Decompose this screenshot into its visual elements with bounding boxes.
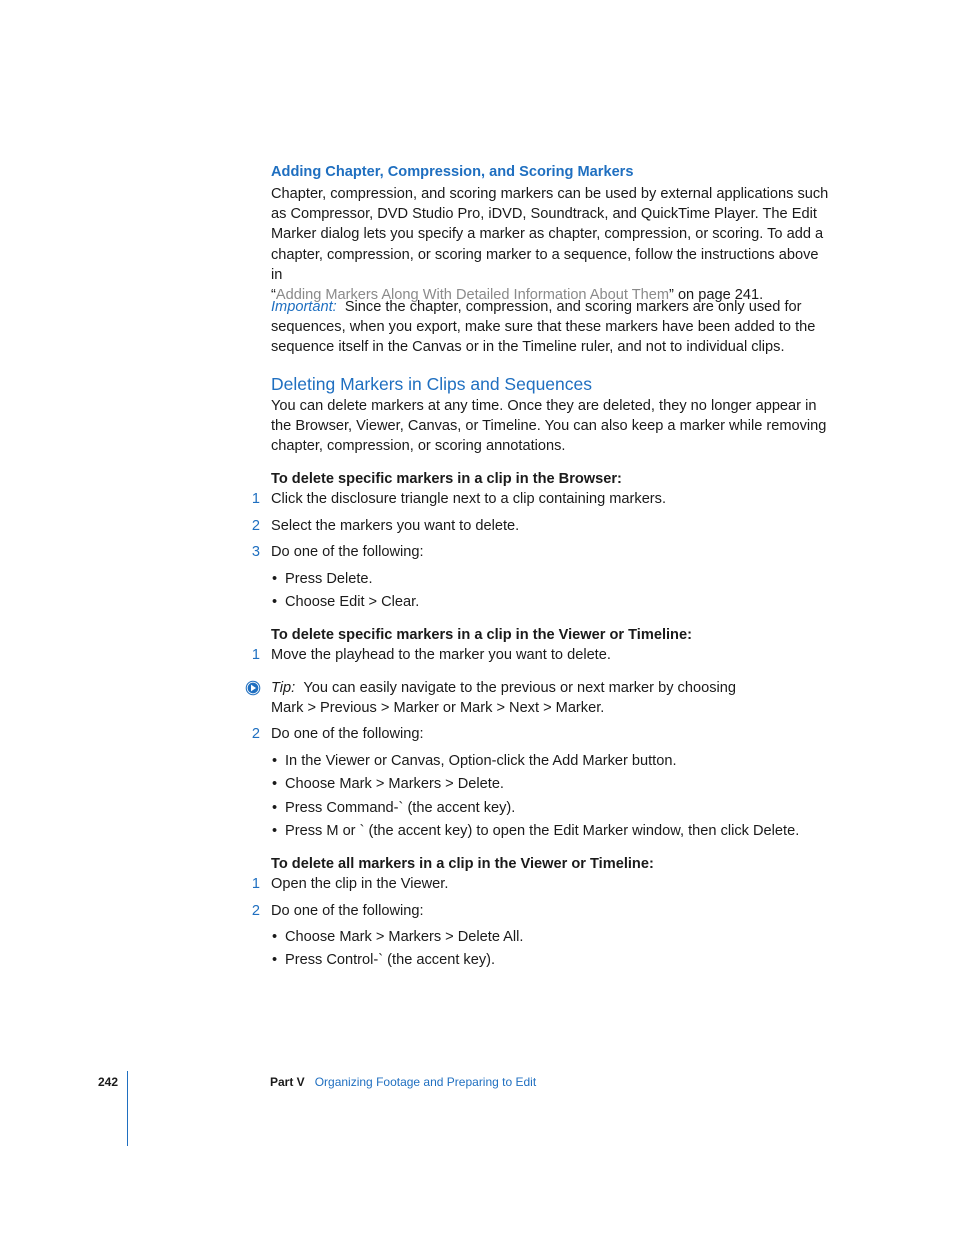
- deleting-markers-paragraph: [271, 396, 831, 457]
- important-line: sequence itself in the Canvas or in the Timeline ruler, and not to individual clips.: [271, 339, 785, 356]
- step-number: 2: [251, 726, 260, 742]
- step-number: 1: [251, 491, 260, 507]
- tip-line: Mark > Previous > Marker or Mark > Next > Marker.: [271, 700, 605, 717]
- tip-line: [271, 678, 831, 698]
- paragraph-line: chapter, compression, or scoring marker to a sequence, follow the instructions above in: [271, 246, 819, 283]
- paragraph-line: Chapter, compression, and scoring markers can be used by external applications such: [271, 186, 829, 202]
- bullet-item: • Choose Edit > Clear.: [285, 592, 419, 612]
- bullet-item: • Choose Mark > Markers > Delete All.: [285, 927, 523, 947]
- step-number: 2: [251, 518, 260, 534]
- paragraph-line: as Compressor, DVD Studio Pro, iDVD, Soundtrack, and QuickTime Player. The Edit: [271, 206, 817, 223]
- step-text: Do one of the following:: [271, 903, 424, 919]
- part-title: Organizing Footage and Preparing to Edit: [314, 1075, 537, 1089]
- open-quote: “: [271, 287, 276, 304]
- bullet-item: • Press Command-` (the accent key).: [285, 798, 515, 818]
- bullet-item: • Press Control-` (the accent key).: [285, 950, 495, 970]
- task-title-delete-all: To delete all markers in a clip in the Viewer or Timeline:: [271, 856, 654, 872]
- tip-note: [271, 678, 831, 718]
- step-text: Do one of the following:: [271, 726, 424, 742]
- bullet-item: • Press M or ` (the accent key) to open the Edit Marker window, then click Delete.: [285, 821, 799, 841]
- chapter-markers-paragraph: [271, 184, 831, 305]
- step-text: Do one of the following:: [271, 544, 424, 560]
- cross-reference-link[interactable]: Adding Markers Along With Detailed Information About Them: [275, 287, 670, 304]
- step-number: 1: [251, 647, 260, 663]
- step-text: Select the markers you want to delete.: [271, 518, 520, 534]
- footer-part: [270, 1072, 536, 1092]
- tip-text: You can easily navigate to the previous or next marker by choosing: [303, 680, 736, 696]
- bullet-item: • In the Viewer or Canvas, Option-click the Add Marker button.: [285, 751, 677, 771]
- paragraph-line: Marker dialog lets you specify a marker as chapter, compression, or scoring. To add a: [271, 226, 824, 243]
- footer-rule: [127, 1071, 128, 1146]
- page-reference: ” on page 241.: [669, 287, 764, 304]
- important-label: Important:: [271, 299, 337, 315]
- bullet-item: • Choose Mark > Markers > Delete.: [285, 774, 504, 794]
- section-heading-deleting-markers: Deleting Markers in Clips and Sequences: [271, 374, 592, 394]
- step-text: Open the clip in the Viewer.: [271, 876, 449, 892]
- step-text: Move the playhead to the marker you want to delete.: [271, 647, 611, 663]
- section-heading-chapter-markers: Adding Chapter, Compression, and Scoring Markers: [271, 164, 634, 180]
- important-note: [271, 297, 831, 358]
- step-number: 3: [251, 544, 260, 560]
- step-text: Click the disclosure triangle next to a clip containing markers.: [271, 491, 667, 507]
- task-title-browser: To delete specific markers in a clip in the Browser:: [271, 471, 622, 487]
- tip-label: Tip:: [271, 680, 296, 696]
- paragraph-line: chapter, compression, or scoring annotations.: [271, 438, 566, 455]
- task-title-viewer-timeline: To delete specific markers in a clip in the Viewer or Timeline:: [271, 627, 692, 643]
- tip-arrow-icon: [245, 680, 261, 696]
- step-number: 1: [251, 876, 260, 892]
- important-text: Since the chapter, compression, and scoring markers are only used for: [344, 299, 802, 315]
- bullet-item: • Press Delete.: [285, 569, 373, 589]
- paragraph-line: the Browser, Viewer, Canvas, or Timeline. You can also keep a marker while removing: [271, 418, 827, 435]
- important-line: sequences, when you export, make sure that these markers have been added to the: [271, 319, 816, 336]
- part-label: Part V: [270, 1075, 305, 1089]
- page-number: 242: [98, 1075, 119, 1089]
- paragraph-line: You can delete markers at any time. Once they are deleted, they no longer appear in: [271, 398, 817, 414]
- important-line: [271, 297, 831, 317]
- step-number: 2: [251, 903, 260, 919]
